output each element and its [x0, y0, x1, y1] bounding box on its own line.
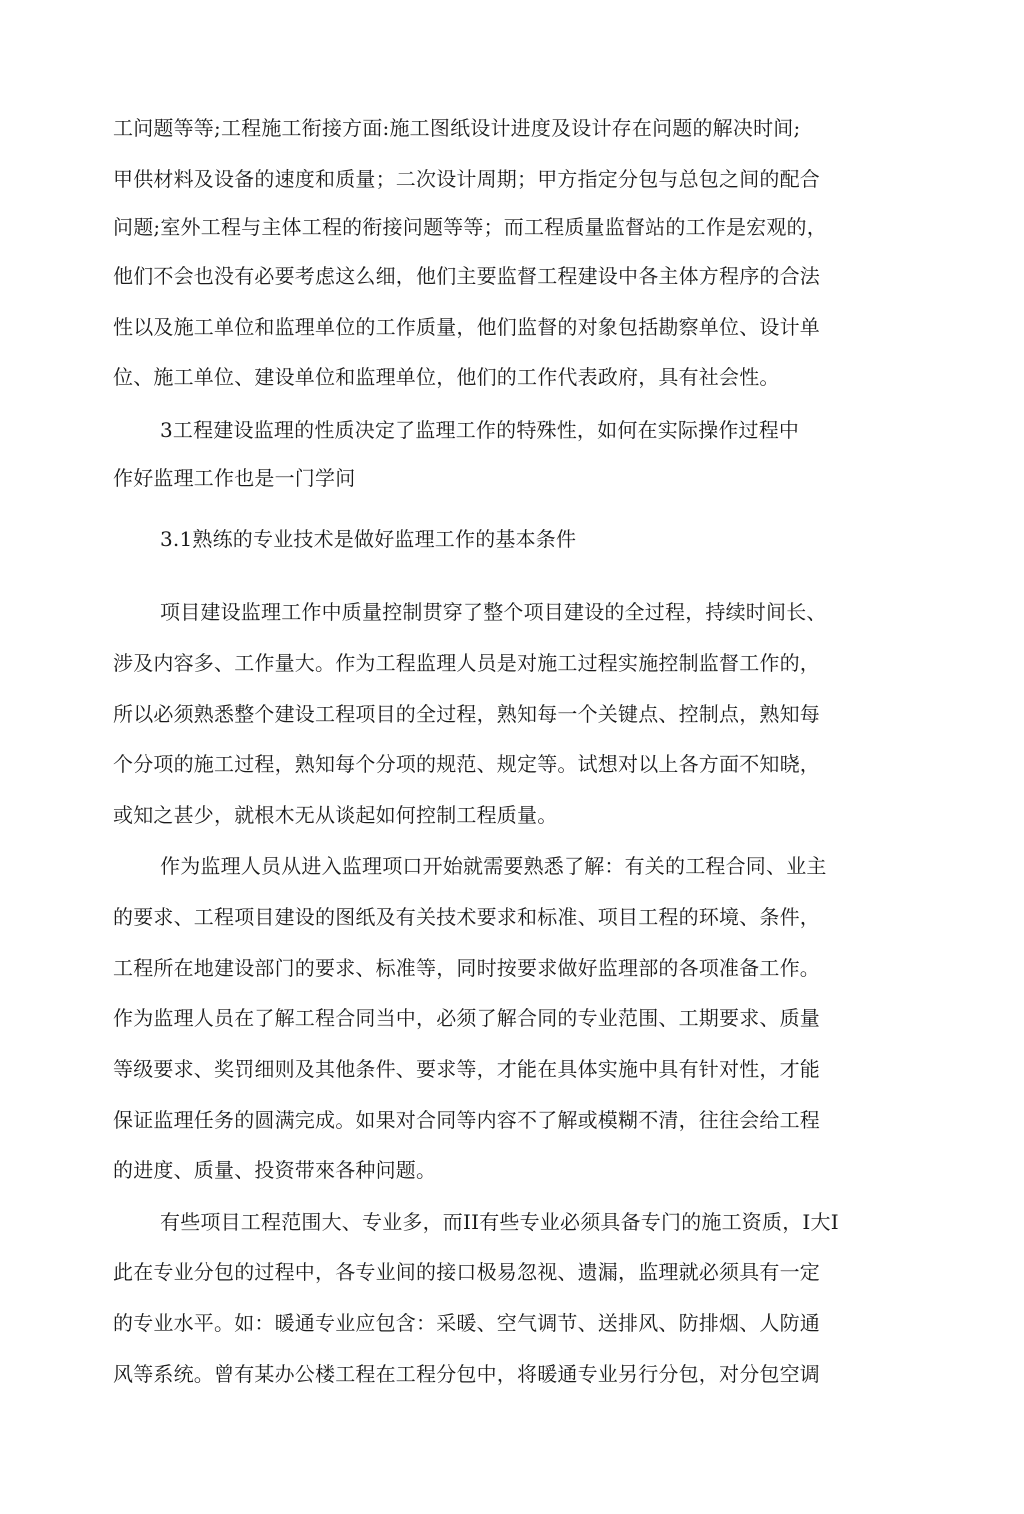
text-line: 他们不会也没有必要考虑这么细，他们主要监督工程建设中各主体方程序的合法 [113, 264, 820, 288]
text-line: 个分项的施工过程，熟知每个分项的规范、规定等。试想对以上各方面不知晓， [113, 752, 820, 776]
subsection-heading: 3.1熟练的专业技术是做好监理工作的基本条件 [160, 527, 577, 551]
text-line: 保证监理任务的圆满完成。如果对合同等内容不了解或模糊不清，往往会给工程 [113, 1108, 820, 1132]
text-line: 作为监理人员在了解工程合同当中，必须了解合同的专业范围、工期要求、质量 [113, 1006, 820, 1030]
text-line: 工程所在地建设部门的要求、标准等，同时按要求做好监理部的各项准备工作。 [113, 956, 820, 980]
text-line: 工问题等等;工程施工衔接方面:施工图纸设计进度及设计存在问题的解决时间; [113, 116, 801, 140]
text-line: 甲供材料及设备的速度和质量；二次设计周期；甲方指定分包与总包之间的配合 [113, 167, 820, 191]
text-line: 的要求、工程项目建设的图纸及有关技术要求和标准、项目工程的环境、条件， [113, 905, 820, 929]
text-line: 等级要求、奖罚细则及其他条件、要求等，才能在具体实施中具有针对性，才能 [113, 1057, 820, 1081]
text-line: 此在专业分包的过程中，各专业间的接口极易忽视、遗漏，监理就必须具有一定 [113, 1260, 820, 1284]
text-line: 风等系统。曾有某办公楼工程在工程分包中，将暖通专业另行分包，对分包空调 [113, 1362, 820, 1386]
text-line: 问题;室外工程与主体工程的衔接问题等等；而工程质量监督站的工作是宏观的， [113, 215, 827, 239]
text-line: 的专业水平。如：暖通专业应包含：采暖、空气调节、送排风、防排烟、人防通 [113, 1311, 820, 1335]
text-line: 项目建设监理工作中质量控制贯穿了整个项目建设的全过程，持续时间长、 [160, 600, 827, 624]
text-line: 所以必须熟悉整个建设工程项目的全过程，熟知每一个关键点、控制点，熟知每 [113, 702, 820, 726]
text-line: 的进度、质量、投资带來各种问题。 [113, 1158, 437, 1182]
text-line: 作为监理人员从进入监理项口开始就需要熟悉了解：有关的工程合同、业主 [160, 854, 827, 878]
text-line: 性以及施工单位和监理单位的工作质量，他们监督的对象包括勘察单位、设计单 [113, 315, 820, 339]
text-line: 涉及内容多、工作量大。作为工程监理人员是对施工过程实施控制监督工作的， [113, 651, 820, 675]
section-heading: 3工程建设监理的性质决定了监理工作的特殊性，如何在实际操作过程中 [160, 418, 800, 442]
text-line: 有些项目工程范围大、专业多，而II有些专业必须具备专门的施工资质，I大I [160, 1210, 839, 1234]
section-heading: 作好监理工作也是一门学问 [113, 466, 356, 490]
text-line: 位、施工单位、建设单位和监理单位，他们的工作代表政府，具有社会性。 [113, 365, 780, 389]
text-line: 或知之甚少，就根木无从谈起如何控制工程质量。 [113, 803, 558, 827]
